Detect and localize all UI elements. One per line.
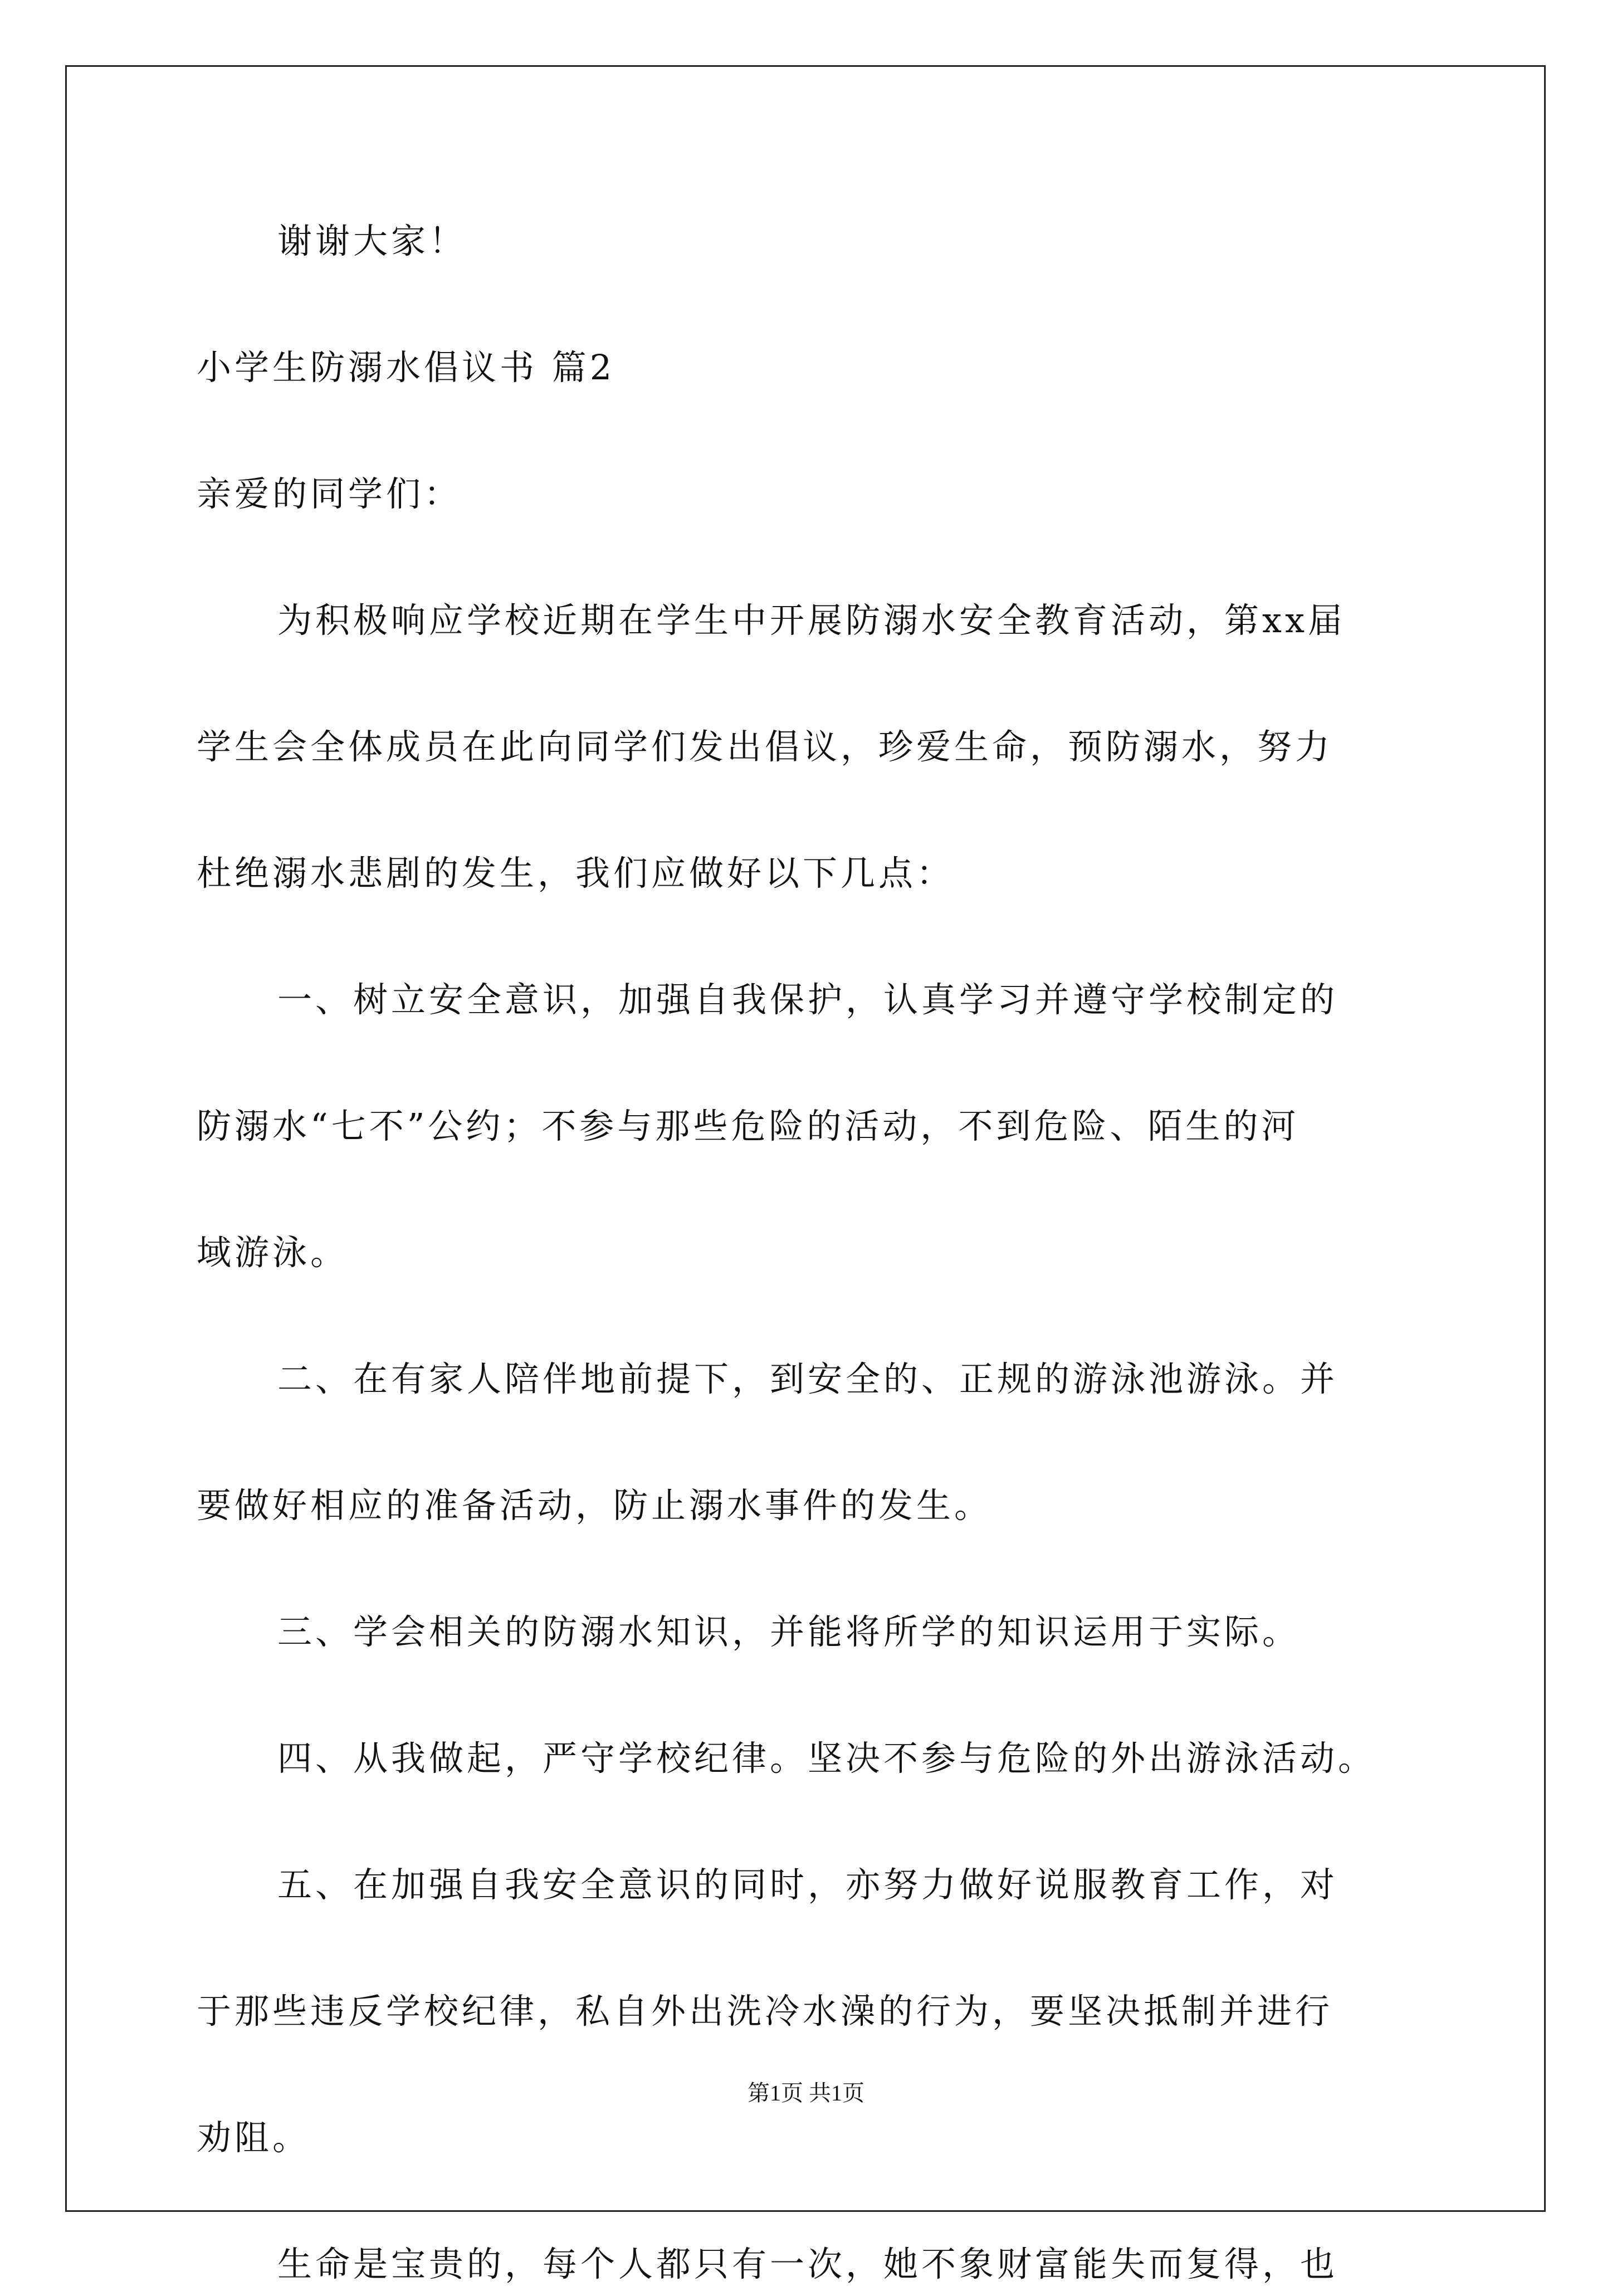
salutation: 亲爱的同学们： (197, 473, 462, 514)
point-5-line-3: 劝阻。 (197, 2117, 311, 2158)
point-2-line-2: 要做好相应的准备活动，防止溺水事件的发生。 (197, 1485, 993, 1526)
document-body (197, 209, 1416, 2296)
intro-line-2: 学生会全体成员在此向同学们发出倡议，珍爱生命，预防溺水，努力 (197, 726, 1333, 767)
point-2-line-1: 二、在有家人陪伴地前提下，到安全的、正规的游泳池游泳。并 (277, 1359, 1339, 1399)
point-3-line-1: 三、学会相关的防溺水知识，并能将所学的知识运用于实际。 (277, 1611, 1301, 1652)
point-1-line-1: 一、树立安全意识，加强自我保护，认真学习并遵守学校制定的 (277, 979, 1339, 1020)
closing-thanks: 谢谢大家！ (277, 221, 467, 261)
point-1-line-3: 域游泳。 (197, 1232, 349, 1273)
intro-line-1: 为积极响应学校近期在学生中开展防溺水安全教育活动，第xx届 (277, 600, 1346, 641)
point-5-line-2: 于那些违反学校纪律，私自外出洗冷水澡的行为，要坚决抵制并进行 (197, 1991, 1333, 2031)
point-1-line-2: 防溺水“七不”公约；不参与那些危险的活动，不到危险、陌生的河 (197, 1106, 1300, 1146)
closing-line-1: 生命是宝贵的，每个人都只有一次，她不象财富能失而复得，也 (277, 2244, 1339, 2284)
intro-line-3: 杜绝溺水悲剧的发生，我们应做好以下几点： (197, 853, 955, 893)
point-5-line-1: 五、在加强自我安全意识的同时，亦努力做好说服教育工作，对 (277, 1864, 1339, 1905)
point-4-line-1: 四、从我做起，严守学校纪律。坚决不参与危险的外出游泳活动。 (277, 1738, 1376, 1779)
section-title: 小学生防溺水倡议书 篇2 (197, 347, 616, 388)
page-footer: 第1页 共1页 (748, 2080, 864, 2106)
